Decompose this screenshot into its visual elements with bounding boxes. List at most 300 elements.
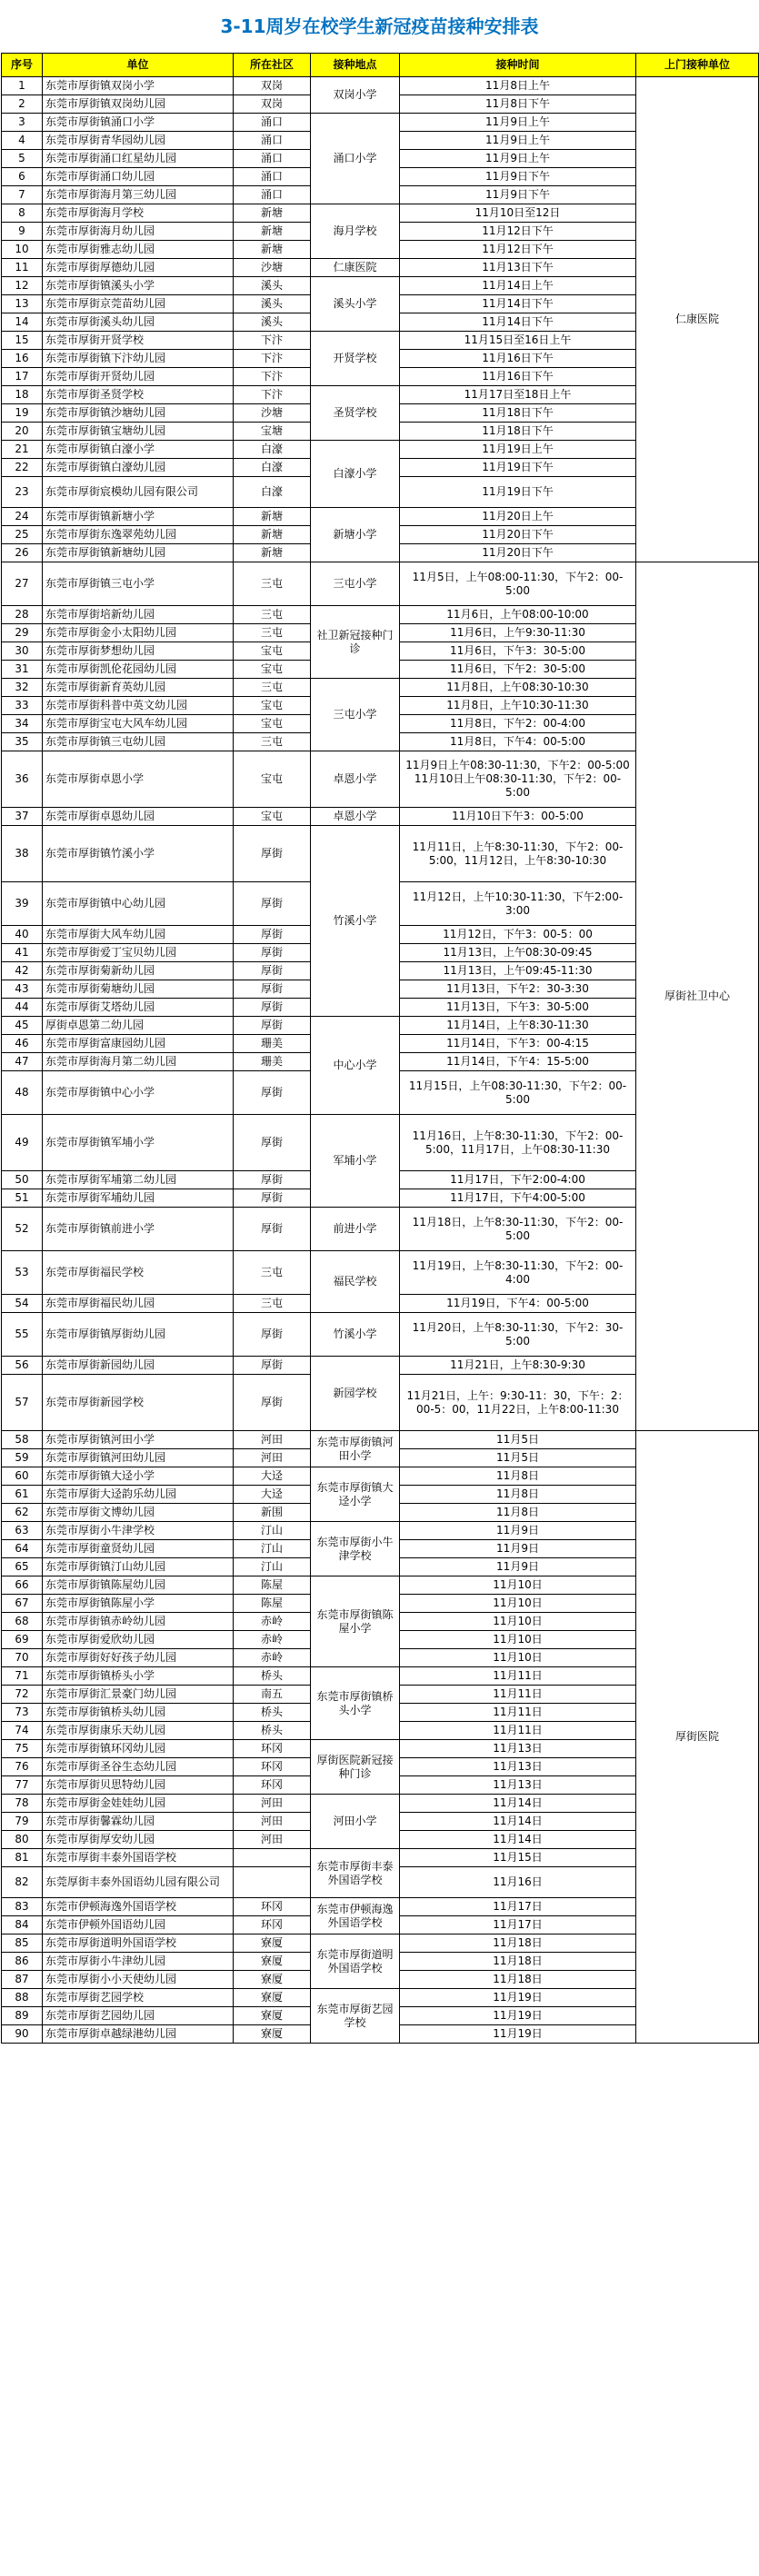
row-index: 64 [2, 1540, 43, 1558]
vaccination-time: 11月19日，上午8:30-11:30，下午2：00-4:00 [400, 1251, 636, 1295]
community: 白濠 [234, 477, 311, 508]
unit-name: 东莞市厚街镇赤岭幼儿园 [43, 1613, 234, 1631]
vaccination-site: 中心小学 [311, 1017, 400, 1115]
community: 寮厦 [234, 1953, 311, 1971]
row-index: 7 [2, 186, 43, 204]
community: 寮厦 [234, 2007, 311, 2025]
schedule-table [1, 53, 759, 2044]
vaccination-time: 11月9日下午 [400, 168, 636, 186]
vaccination-site: 溪头小学 [311, 277, 400, 332]
header-site: 接种地点 [311, 54, 400, 77]
community: 寮厦 [234, 1989, 311, 2007]
unit-name: 东莞市厚街艺园学校 [43, 1989, 234, 2007]
unit-name: 东莞市厚街军埔幼儿园 [43, 1189, 234, 1208]
vaccination-time: 11月13日 [400, 1758, 636, 1776]
row-index: 12 [2, 277, 43, 295]
community: 珊美 [234, 1035, 311, 1053]
row-index: 34 [2, 715, 43, 733]
row-index: 78 [2, 1795, 43, 1813]
vaccination-time: 11月21日，上午：9:30-11：30，下午：2：00-5：00，11月22日，上午8:00-11:30 [400, 1375, 636, 1431]
unit-name: 东莞市厚街小牛津幼儿园 [43, 1953, 234, 1971]
unit-name: 东莞市厚街培新幼儿园 [43, 606, 234, 624]
community: 环冈 [234, 1740, 311, 1758]
vaccination-time: 11月9日上午 [400, 132, 636, 150]
row-index: 61 [2, 1486, 43, 1504]
vaccination-time: 11月13日 [400, 1776, 636, 1795]
unit-name: 东莞市厚街贝思特幼儿园 [43, 1776, 234, 1795]
unit-name: 东莞市厚街大迳韵乐幼儿园 [43, 1486, 234, 1504]
unit-name: 东莞市厚街镇大迳小学 [43, 1467, 234, 1486]
vaccination-time: 11月16日下午 [400, 368, 636, 386]
community: 涌口 [234, 114, 311, 132]
row-index: 90 [2, 2025, 43, 2044]
row-index: 84 [2, 1916, 43, 1934]
vaccination-time: 11月14日，下午3：00-4:15 [400, 1035, 636, 1053]
community: 下汴 [234, 368, 311, 386]
row-index: 15 [2, 332, 43, 350]
unit-name: 东莞市厚街镇三屯幼儿园 [43, 733, 234, 751]
vaccination-time: 11月9日下午 [400, 186, 636, 204]
unit-name: 东莞市厚街圣谷生态幼儿园 [43, 1758, 234, 1776]
community: 环冈 [234, 1776, 311, 1795]
unit-name: 东莞市厚街菊新幼儿园 [43, 962, 234, 980]
community: 桥头 [234, 1704, 311, 1722]
unit-name: 东莞市厚街卓恩幼儿园 [43, 808, 234, 826]
community: 涌口 [234, 132, 311, 150]
row-index: 29 [2, 624, 43, 642]
unit-name: 东莞市厚街康乐天幼儿园 [43, 1722, 234, 1740]
row-index: 48 [2, 1071, 43, 1115]
unit-name: 东莞市厚街镇陈屋幼儿园 [43, 1576, 234, 1595]
unit-name: 东莞市厚街金小太阳幼儿园 [43, 624, 234, 642]
vaccination-time: 11月19日上午 [400, 441, 636, 459]
row-index: 65 [2, 1558, 43, 1576]
row-index: 14 [2, 313, 43, 332]
community: 汀山 [234, 1522, 311, 1540]
community: 赤岭 [234, 1613, 311, 1631]
unit-name: 东莞市厚街海月第二幼儿园 [43, 1053, 234, 1071]
community: 下汴 [234, 350, 311, 368]
page-title: 3-11周岁在校学生新冠疫苗接种安排表 [220, 15, 539, 37]
unit-name: 东莞市厚街厚安幼儿园 [43, 1831, 234, 1849]
unit-name: 东莞市厚街卓恩小学 [43, 751, 234, 808]
community [234, 1867, 311, 1898]
vaccination-time: 11月14日上午 [400, 277, 636, 295]
provider-unit: 仁康医院 [636, 77, 759, 562]
vaccination-time: 11月17日 [400, 1898, 636, 1916]
unit-name: 东莞市厚街丰泰外国语学校 [43, 1849, 234, 1867]
row-index: 54 [2, 1295, 43, 1313]
vaccination-site: 东莞市厚街镇河田小学 [311, 1431, 400, 1467]
row-index: 23 [2, 477, 43, 508]
row-index: 63 [2, 1522, 43, 1540]
row-index: 82 [2, 1867, 43, 1898]
unit-name: 东莞市厚街镇白濠小学 [43, 441, 234, 459]
row-index: 9 [2, 223, 43, 241]
row-index: 5 [2, 150, 43, 168]
community: 宝塘 [234, 423, 311, 441]
vaccination-time: 11月9日上午08:30-11:30，下午2：00-5:00 11月10日上午08:30-11:30，下午2：00-5:00 [400, 751, 636, 808]
table-row [2, 562, 759, 606]
vaccination-time: 11月16日 [400, 1867, 636, 1898]
community: 溪头 [234, 277, 311, 295]
header-time: 接种时间 [400, 54, 636, 77]
community: 厚街 [234, 1375, 311, 1431]
vaccination-site: 军埔小学 [311, 1115, 400, 1208]
row-index: 67 [2, 1595, 43, 1613]
vaccination-time: 11月20日上午 [400, 508, 636, 526]
vaccination-time: 11月10日 [400, 1576, 636, 1595]
vaccination-time: 11月13日，下午3：30-5:00 [400, 999, 636, 1017]
row-index: 21 [2, 441, 43, 459]
row-index: 89 [2, 2007, 43, 2025]
unit-name: 东莞市厚街道明外国语学校 [43, 1934, 234, 1953]
vaccination-site: 东莞市厚街丰泰外国语学校 [311, 1849, 400, 1898]
vaccination-time: 11月11日 [400, 1686, 636, 1704]
vaccination-time: 11月6日，下午3：30-5:00 [400, 642, 636, 661]
row-index: 24 [2, 508, 43, 526]
unit-name: 东莞市厚街镇双岗幼儿园 [43, 95, 234, 114]
row-index: 87 [2, 1971, 43, 1989]
vaccination-site: 涌口小学 [311, 114, 400, 204]
vaccination-time: 11月12日下午 [400, 223, 636, 241]
vaccination-time: 11月20日下午 [400, 544, 636, 562]
row-index: 20 [2, 423, 43, 441]
community: 新塘 [234, 241, 311, 259]
row-index: 4 [2, 132, 43, 150]
header-community: 所在社区 [234, 54, 311, 77]
community: 寮厦 [234, 1934, 311, 1953]
vaccination-time: 11月19日，下午4：00-5:00 [400, 1295, 636, 1313]
row-index: 81 [2, 1849, 43, 1867]
community: 下汴 [234, 332, 311, 350]
row-index: 85 [2, 1934, 43, 1953]
vaccination-time: 11月10日 [400, 1631, 636, 1649]
header-index: 序号 [2, 54, 43, 77]
vaccination-time: 11月14日 [400, 1795, 636, 1813]
row-index: 56 [2, 1357, 43, 1375]
vaccination-site: 三屯小学 [311, 562, 400, 606]
vaccination-time: 11月6日，下午2：30-5:00 [400, 661, 636, 679]
vaccination-time: 11月10日至12日 [400, 204, 636, 223]
community: 新塘 [234, 544, 311, 562]
community: 厚街 [234, 1115, 311, 1171]
vaccination-time: 11月9日上午 [400, 114, 636, 132]
unit-name: 东莞市厚街镇环冈幼儿园 [43, 1740, 234, 1758]
unit-name: 东莞市厚街卓越绿港幼儿园 [43, 2025, 234, 2044]
vaccination-site: 圣贤学校 [311, 386, 400, 441]
vaccination-time: 11月17日，下午4:00-5:00 [400, 1189, 636, 1208]
vaccination-time: 11月12日，下午3：00-5：00 [400, 926, 636, 944]
vaccination-time: 11月19日 [400, 1989, 636, 2007]
unit-name: 东莞市厚街新育英幼儿园 [43, 679, 234, 697]
vaccination-site: 福民学校 [311, 1251, 400, 1313]
vaccination-time: 11月10日 [400, 1595, 636, 1613]
vaccination-time: 11月19日下午 [400, 459, 636, 477]
community: 宝屯 [234, 808, 311, 826]
row-index: 50 [2, 1171, 43, 1189]
vaccination-time: 11月10日 [400, 1649, 636, 1667]
community: 陈屋 [234, 1595, 311, 1613]
community: 三屯 [234, 679, 311, 697]
community: 厚街 [234, 1189, 311, 1208]
community: 宝屯 [234, 661, 311, 679]
unit-name: 东莞市厚街镇前进小学 [43, 1208, 234, 1251]
row-index: 8 [2, 204, 43, 223]
unit-name: 东莞市厚街镇中心小学 [43, 1071, 234, 1115]
row-index: 46 [2, 1035, 43, 1053]
row-index: 42 [2, 962, 43, 980]
vaccination-time: 11月8日，下午2：00-4:00 [400, 715, 636, 733]
vaccination-site: 开贤学校 [311, 332, 400, 386]
row-index: 22 [2, 459, 43, 477]
row-index: 59 [2, 1449, 43, 1467]
community: 厚街 [234, 944, 311, 962]
unit-name: 东莞市厚街文博幼儿园 [43, 1504, 234, 1522]
vaccination-time: 11月12日，上午10:30-11:30，下午2:00-3:00 [400, 882, 636, 926]
vaccination-site: 东莞市厚街镇桥头小学 [311, 1667, 400, 1740]
vaccination-site: 东莞市伊顿海逸外国语学校 [311, 1898, 400, 1934]
unit-name: 东莞市厚街镇汀山幼儿园 [43, 1558, 234, 1576]
row-index: 10 [2, 241, 43, 259]
unit-name: 东莞市厚街镇桥头幼儿园 [43, 1704, 234, 1722]
row-index: 44 [2, 999, 43, 1017]
community: 宝屯 [234, 715, 311, 733]
community: 大迳 [234, 1486, 311, 1504]
vaccination-time: 11月17日至18日上午 [400, 386, 636, 404]
vaccination-time: 11月15日至16日上午 [400, 332, 636, 350]
community: 三屯 [234, 1251, 311, 1295]
unit-name: 东莞市厚街菊塘幼儿园 [43, 980, 234, 999]
unit-name: 东莞市厚街宸模幼儿园有限公司 [43, 477, 234, 508]
unit-name: 东莞市厚街镇新塘小学 [43, 508, 234, 526]
vaccination-time: 11月15日 [400, 1849, 636, 1867]
unit-name: 东莞市厚街宝屯大风车幼儿园 [43, 715, 234, 733]
community: 新塘 [234, 204, 311, 223]
unit-name: 东莞市厚街开贤幼儿园 [43, 368, 234, 386]
row-index: 3 [2, 114, 43, 132]
unit-name: 东莞市厚街梦想幼儿园 [43, 642, 234, 661]
community: 汀山 [234, 1540, 311, 1558]
unit-name: 东莞市厚街科普中英文幼儿园 [43, 697, 234, 715]
row-index: 71 [2, 1667, 43, 1686]
community: 桥头 [234, 1667, 311, 1686]
row-index: 73 [2, 1704, 43, 1722]
vaccination-time: 11月14日，上午8:30-11:30 [400, 1017, 636, 1035]
community: 厚街 [234, 962, 311, 980]
community [234, 1849, 311, 1867]
vaccination-site: 新园学校 [311, 1357, 400, 1431]
community: 沙塘 [234, 259, 311, 277]
community: 溪头 [234, 313, 311, 332]
header-unit: 单位 [43, 54, 234, 77]
unit-name: 东莞市厚街镇溪头小学 [43, 277, 234, 295]
vaccination-time: 11月17日，下午2:00-4:00 [400, 1171, 636, 1189]
unit-name: 东莞市厚街富康园幼儿园 [43, 1035, 234, 1053]
provider-unit: 厚街社卫中心 [636, 562, 759, 1431]
vaccination-site: 东莞市厚街镇陈屋小学 [311, 1576, 400, 1667]
vaccination-time: 11月10日下午3：00-5:00 [400, 808, 636, 826]
community: 宝屯 [234, 751, 311, 808]
vaccination-time: 11月13日下午 [400, 259, 636, 277]
vaccination-time: 11月14日下午 [400, 295, 636, 313]
unit-name: 东莞市厚街爱丁宝贝幼儿园 [43, 944, 234, 962]
vaccination-site: 竹溪小学 [311, 826, 400, 1017]
community: 桥头 [234, 1722, 311, 1740]
unit-name: 东莞市厚街青华园幼儿园 [43, 132, 234, 150]
vaccination-time: 11月11日 [400, 1704, 636, 1722]
unit-name: 东莞市厚街涌口红星幼儿园 [43, 150, 234, 168]
vaccination-site: 前进小学 [311, 1208, 400, 1251]
unit-name: 东莞市厚街新园幼儿园 [43, 1357, 234, 1375]
community: 环冈 [234, 1916, 311, 1934]
unit-name: 东莞市厚街镇涌口小学 [43, 114, 234, 132]
vaccination-site: 三屯小学 [311, 679, 400, 751]
row-index: 47 [2, 1053, 43, 1071]
unit-name: 东莞市厚街镇中心幼儿园 [43, 882, 234, 926]
row-index: 79 [2, 1813, 43, 1831]
vaccination-time: 11月8日 [400, 1504, 636, 1522]
row-index: 49 [2, 1115, 43, 1171]
community: 河田 [234, 1813, 311, 1831]
row-index: 17 [2, 368, 43, 386]
community: 下汴 [234, 386, 311, 404]
vaccination-time: 11月8日，下午4：00-5:00 [400, 733, 636, 751]
vaccination-time: 11月13日，下午2：30-3:30 [400, 980, 636, 999]
vaccination-time: 11月18日 [400, 1934, 636, 1953]
row-index: 19 [2, 404, 43, 423]
row-index: 88 [2, 1989, 43, 2007]
community: 涌口 [234, 186, 311, 204]
community: 赤岭 [234, 1631, 311, 1649]
vaccination-time: 11月18日 [400, 1971, 636, 1989]
unit-name: 东莞市厚街小牛津学校 [43, 1522, 234, 1540]
community: 赤岭 [234, 1649, 311, 1667]
unit-name: 东莞市厚街金娃娃幼儿园 [43, 1795, 234, 1813]
vaccination-time: 11月20日，上午8:30-11:30，下午2：30-5:00 [400, 1313, 636, 1357]
community: 珊美 [234, 1053, 311, 1071]
unit-name: 东莞市厚街海月学校 [43, 204, 234, 223]
row-index: 72 [2, 1686, 43, 1704]
unit-name: 东莞市厚街镇桥头小学 [43, 1667, 234, 1686]
row-index: 28 [2, 606, 43, 624]
row-index: 80 [2, 1831, 43, 1849]
unit-name: 东莞市厚街镇三屯小学 [43, 562, 234, 606]
vaccination-time: 11月14日 [400, 1813, 636, 1831]
row-index: 66 [2, 1576, 43, 1595]
row-index: 37 [2, 808, 43, 826]
vaccination-time: 11月14日，下午4：15-5:00 [400, 1053, 636, 1071]
unit-name: 东莞市厚街海月幼儿园 [43, 223, 234, 241]
vaccination-time: 11月8日 [400, 1467, 636, 1486]
unit-name: 东莞市厚街镇双岗小学 [43, 77, 234, 95]
row-index: 53 [2, 1251, 43, 1295]
unit-name: 东莞市厚街童贤幼儿园 [43, 1540, 234, 1558]
unit-name: 东莞市厚街福民学校 [43, 1251, 234, 1295]
row-index: 60 [2, 1467, 43, 1486]
vaccination-site: 白濠小学 [311, 441, 400, 508]
community: 三屯 [234, 624, 311, 642]
vaccination-time: 11月18日，上午8:30-11:30，下午2：00-5:00 [400, 1208, 636, 1251]
vaccination-site: 东莞市厚街道明外国语学校 [311, 1934, 400, 1989]
vaccination-time: 11月11日 [400, 1722, 636, 1740]
community: 陈屋 [234, 1576, 311, 1595]
row-index: 35 [2, 733, 43, 751]
row-index: 75 [2, 1740, 43, 1758]
community: 新围 [234, 1504, 311, 1522]
row-index: 43 [2, 980, 43, 999]
row-index: 38 [2, 826, 43, 882]
row-index: 18 [2, 386, 43, 404]
unit-name: 东莞市厚街艾塔幼儿园 [43, 999, 234, 1017]
community: 白濠 [234, 441, 311, 459]
row-index: 45 [2, 1017, 43, 1035]
vaccination-time: 11月5日，上午08:00-11:30，下午2：00-5:00 [400, 562, 636, 606]
unit-name: 东莞市厚街涌口幼儿园 [43, 168, 234, 186]
unit-name: 东莞市厚街镇厚街幼儿园 [43, 1313, 234, 1357]
community: 厚街 [234, 826, 311, 882]
community: 沙塘 [234, 404, 311, 423]
unit-name: 东莞市厚街镇军埔小学 [43, 1115, 234, 1171]
vaccination-time: 11月12日下午 [400, 241, 636, 259]
community: 三屯 [234, 733, 311, 751]
unit-name: 东莞厚街丰泰外国语幼儿园有限公司 [43, 1867, 234, 1898]
row-index: 32 [2, 679, 43, 697]
unit-name: 东莞市厚街新园学校 [43, 1375, 234, 1431]
community: 宝屯 [234, 642, 311, 661]
vaccination-site: 新塘小学 [311, 508, 400, 562]
vaccination-site: 河田小学 [311, 1795, 400, 1849]
row-index: 58 [2, 1431, 43, 1449]
vaccination-site: 东莞市厚街镇大迳小学 [311, 1467, 400, 1522]
unit-name: 东莞市厚街东逸翠苑幼儿园 [43, 526, 234, 544]
community: 河田 [234, 1431, 311, 1449]
community: 厚街 [234, 1313, 311, 1357]
community: 双岗 [234, 77, 311, 95]
vaccination-time: 11月13日，上午08:30-09:45 [400, 944, 636, 962]
community: 厚街 [234, 1357, 311, 1375]
row-index: 39 [2, 882, 43, 926]
vaccination-time: 11月16日，上午8:30-11:30，下午2：00-5:00，11月17日，上午08:30-11:30 [400, 1115, 636, 1171]
vaccination-time: 11月19日 [400, 2007, 636, 2025]
vaccination-time: 11月21日，上午8:30-9:30 [400, 1357, 636, 1375]
vaccination-time: 11月8日，上午10:30-11:30 [400, 697, 636, 715]
vaccination-time: 11月8日上午 [400, 77, 636, 95]
community: 厚街 [234, 882, 311, 926]
vaccination-site: 仁康医院 [311, 259, 400, 277]
row-index: 86 [2, 1953, 43, 1971]
row-index: 51 [2, 1189, 43, 1208]
row-index: 11 [2, 259, 43, 277]
unit-name: 东莞市伊顿外国语幼儿园 [43, 1916, 234, 1934]
row-index: 31 [2, 661, 43, 679]
community: 寮厦 [234, 2025, 311, 2044]
vaccination-time: 11月8日下午 [400, 95, 636, 114]
row-index: 41 [2, 944, 43, 962]
vaccination-time: 11月9日上午 [400, 150, 636, 168]
vaccination-time: 11月20日下午 [400, 526, 636, 544]
unit-name: 东莞市厚街镇新塘幼儿园 [43, 544, 234, 562]
vaccination-time: 11月13日，上午09:45-11:30 [400, 962, 636, 980]
community: 南五 [234, 1686, 311, 1704]
row-index: 76 [2, 1758, 43, 1776]
vaccination-time: 11月8日 [400, 1486, 636, 1504]
row-index: 33 [2, 697, 43, 715]
community: 涌口 [234, 150, 311, 168]
vaccination-site: 竹溪小学 [311, 1313, 400, 1357]
unit-name: 东莞市厚街开贤学校 [43, 332, 234, 350]
row-index: 13 [2, 295, 43, 313]
